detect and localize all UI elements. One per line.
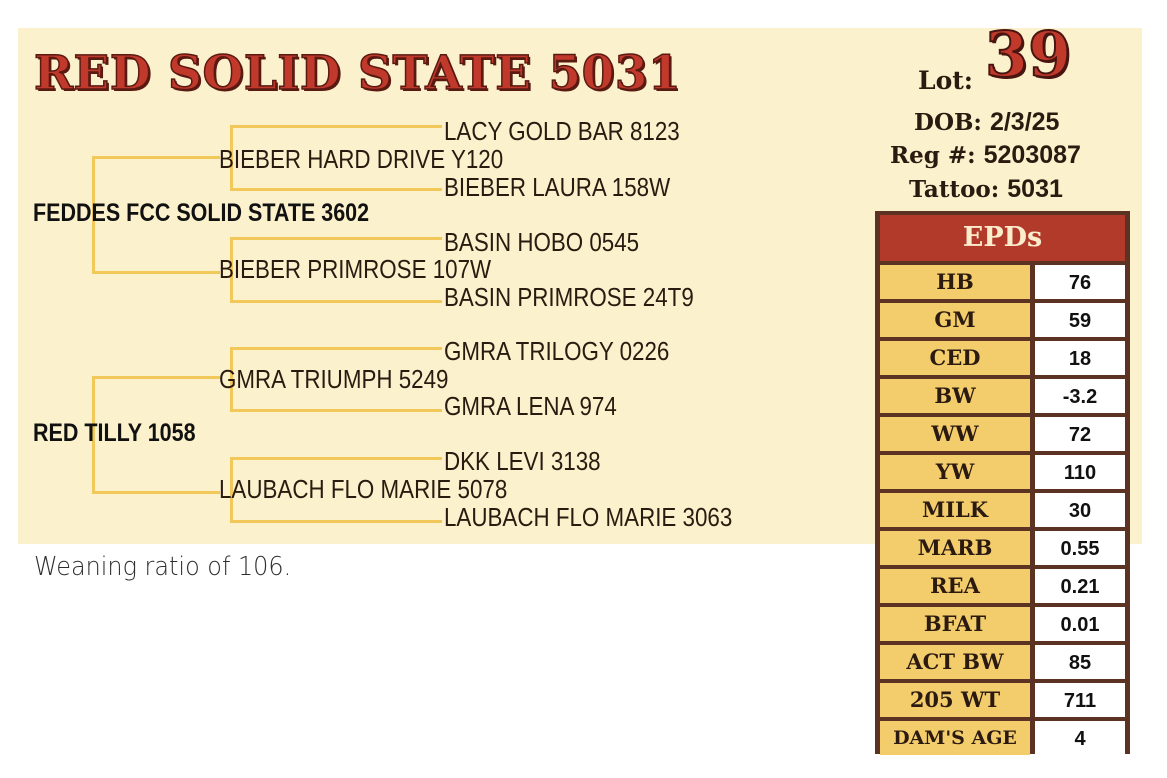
epd-row: [880, 417, 1125, 451]
epd-value: 18: [1035, 341, 1125, 375]
pedigree-dam-sire: GMRA TRIUMPH 5249: [219, 364, 449, 394]
epd-value: 30: [1035, 493, 1125, 527]
epd-value: 0.21: [1035, 569, 1125, 603]
epd-row: [880, 607, 1125, 641]
pedigree-dam-dam-dam: LAUBACH FLO MARIE 3063: [444, 502, 733, 532]
pedigree-sire-sire-sire: LACY GOLD BAR 8123: [444, 116, 680, 146]
tattoo-value: 5031: [1007, 175, 1063, 203]
epd-label: BFAT: [880, 607, 1030, 641]
tattoo-info: [909, 175, 1063, 204]
pedigree-dam: RED TILLY 1058: [33, 419, 196, 447]
dob-value: 2/3/25: [989, 108, 1060, 136]
epd-label: WW: [880, 417, 1030, 451]
lot-label: Lot:: [918, 66, 974, 95]
epd-row: [880, 683, 1125, 717]
animal-name-title: RED SOLID STATE 5031: [34, 46, 682, 101]
epd-value: 0.01: [1035, 607, 1125, 641]
reg-info: [890, 141, 1081, 170]
dob-label: DOB:: [914, 109, 982, 136]
epd-row: [880, 531, 1125, 565]
pedigree-sire-dam: BIEBER PRIMROSE 107W: [219, 254, 492, 284]
epd-label: GM: [880, 303, 1030, 337]
weaning-note: Weaning ratio of 106.: [34, 552, 292, 582]
dob-info: [914, 108, 1059, 137]
epd-label: BW: [880, 379, 1030, 413]
epd-label: CED: [880, 341, 1030, 375]
epd-value: 76: [1035, 265, 1125, 299]
epd-label: MILK: [880, 493, 1030, 527]
epd-label: HB: [880, 265, 1030, 299]
epd-value: 110: [1035, 455, 1125, 489]
reg-label: Reg #:: [890, 142, 976, 169]
epd-value: 4: [1035, 721, 1125, 755]
pedigree-sire-dam-sire: BASIN HOBO 0545: [444, 227, 640, 257]
epd-row: [880, 303, 1125, 337]
pedigree-dam-sire-dam: GMRA LENA 974: [444, 391, 617, 421]
epd-label: MARB: [880, 531, 1030, 565]
pedigree-sire-sire: BIEBER HARD DRIVE Y120: [219, 144, 504, 174]
epd-row: [880, 379, 1125, 413]
pedigree-dam-sire-sire: GMRA TRILOGY 0226: [444, 336, 670, 366]
epd-value: -3.2: [1035, 379, 1125, 413]
pedigree-sire: FEDDES FCC SOLID STATE 3602: [33, 199, 370, 227]
epd-value: 711: [1035, 683, 1125, 717]
pedigree-sire-dam-dam: BASIN PRIMROSE 24T9: [444, 282, 694, 312]
epd-label: 205 WT: [880, 683, 1030, 717]
epd-row: [880, 455, 1125, 489]
epd-label: ACT BW: [880, 645, 1030, 679]
epd-value: 0.55: [1035, 531, 1125, 565]
epd-row: [880, 493, 1125, 527]
epd-row: [880, 645, 1125, 679]
tattoo-label: Tattoo:: [909, 176, 1000, 203]
epd-value: 85: [1035, 645, 1125, 679]
epd-row: [880, 569, 1125, 603]
epd-row: [880, 721, 1125, 755]
lot-number: 39: [985, 18, 1072, 91]
epd-table: [875, 211, 1130, 754]
epd-value: 59: [1035, 303, 1125, 337]
epd-row: [880, 341, 1125, 375]
reg-value: 5203087: [983, 141, 1081, 169]
epd-label: DAM'S AGE: [880, 721, 1030, 755]
pedigree-sire-sire-dam: BIEBER LAURA 158W: [444, 172, 671, 202]
epd-label: REA: [880, 569, 1030, 603]
epd-label: YW: [880, 455, 1030, 489]
epd-header: EPDs: [880, 215, 1125, 261]
pedigree-dam-dam: LAUBACH FLO MARIE 5078: [219, 474, 508, 504]
epd-value: 72: [1035, 417, 1125, 451]
epd-row: [880, 265, 1125, 299]
pedigree-dam-dam-sire: DKK LEVI 3138: [444, 446, 601, 476]
